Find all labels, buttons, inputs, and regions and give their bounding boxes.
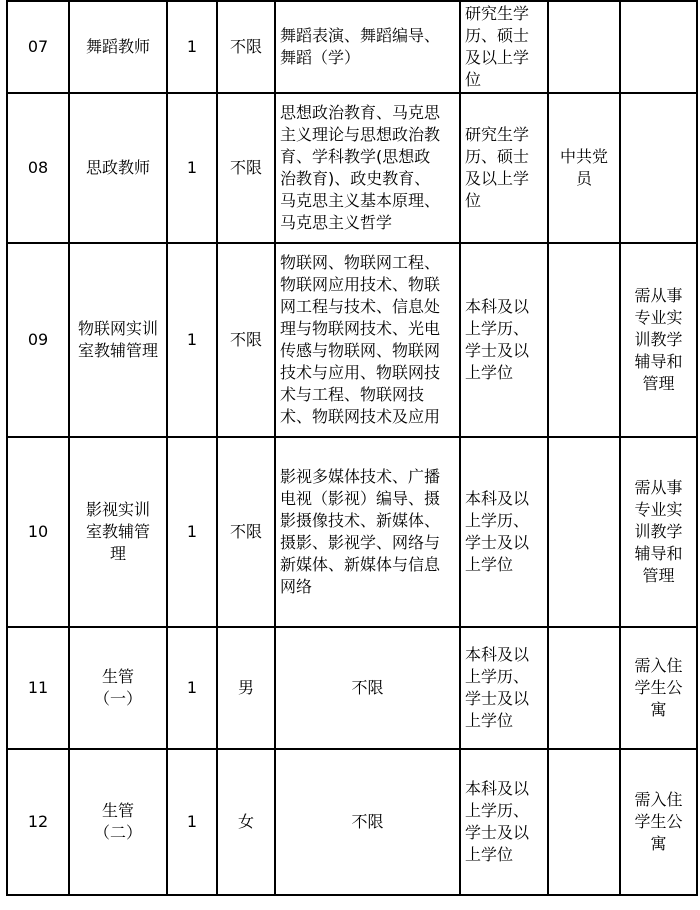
count-cell xyxy=(167,93,217,243)
position-name-line: 生管 xyxy=(101,801,134,820)
major-line: 术与工程、物联网技 xyxy=(280,385,425,404)
other-cell xyxy=(620,243,697,437)
position-cell xyxy=(69,749,167,895)
education-line: 上学历、 xyxy=(465,511,530,530)
code-cell xyxy=(7,437,69,627)
politics-cell xyxy=(548,627,620,749)
code-cell xyxy=(7,93,69,243)
politics-requirement: 中共党员 xyxy=(559,147,608,188)
position-cell xyxy=(69,437,167,627)
position-name-line: （二） xyxy=(93,823,142,842)
gender: 不限 xyxy=(229,158,262,177)
major-line: 物联网、物联网工程、 xyxy=(280,253,441,272)
other-requirement-line: 训教学 xyxy=(634,330,683,349)
table-row xyxy=(7,749,697,895)
major-cell xyxy=(275,749,460,895)
position-name-line: 理 xyxy=(109,544,126,563)
other-requirement-line: 训教学 xyxy=(634,522,683,541)
major-line: 影摄像技术、新媒体、 xyxy=(280,511,441,530)
other-requirement-line: 寓 xyxy=(650,834,667,853)
code-cell xyxy=(7,1,69,93)
position-code: 08 xyxy=(27,158,49,177)
gender-cell xyxy=(217,243,275,437)
education-line: 上学历、 xyxy=(465,801,530,820)
gender-cell xyxy=(217,1,275,93)
position-code: 11 xyxy=(27,678,49,697)
education-line: 位 xyxy=(465,70,482,89)
code-cell xyxy=(7,243,69,437)
major-line: 不限 xyxy=(351,812,384,831)
other-cell xyxy=(620,437,697,627)
major-line: 不限 xyxy=(351,678,384,697)
headcount: 1 xyxy=(186,158,198,177)
other-requirement-line: 需入住 xyxy=(634,656,683,675)
gender: 不限 xyxy=(229,522,262,541)
gender: 不限 xyxy=(229,37,262,56)
table-row xyxy=(7,243,697,437)
other-requirement-line: 需从事 xyxy=(634,478,683,497)
major-line: 术、物联网技术及应用 xyxy=(280,407,441,426)
headcount: 1 xyxy=(186,812,198,831)
position-name-line: 生管 xyxy=(101,667,134,686)
major-cell xyxy=(275,243,460,437)
major-line: 传感与物联网、物联网 xyxy=(280,341,441,360)
education-line: 上学位 xyxy=(465,845,514,864)
education-line: 学士及以 xyxy=(465,823,530,842)
position-cell xyxy=(69,1,167,93)
position-name-line: （一） xyxy=(93,689,142,708)
education-line: 上学位 xyxy=(465,711,514,730)
position-cell xyxy=(69,93,167,243)
major-line: 新媒体、新媒体与信息 xyxy=(280,555,441,574)
code-cell xyxy=(7,749,69,895)
gender: 男 xyxy=(237,678,254,697)
education-line: 位 xyxy=(465,191,482,210)
education-line: 学士及以 xyxy=(465,533,530,552)
education-line: 学士及以 xyxy=(465,689,530,708)
other-requirement-line: 寓 xyxy=(650,700,667,719)
education-line: 上学历、 xyxy=(465,667,530,686)
education-line: 研究生学 xyxy=(465,125,530,144)
politics-cell xyxy=(548,1,620,93)
gender: 女 xyxy=(237,812,254,831)
position-code: 07 xyxy=(27,37,49,56)
count-cell xyxy=(167,627,217,749)
headcount: 1 xyxy=(186,37,198,56)
education-line: 本科及以 xyxy=(465,645,530,664)
politics-cell xyxy=(548,93,620,243)
code-cell xyxy=(7,627,69,749)
major-line: 电视（影视）编导、摄 xyxy=(280,489,441,508)
headcount: 1 xyxy=(186,522,198,541)
major-line: 马克思主义基本原理、 xyxy=(280,191,441,210)
position-name-line: 室教辅管理 xyxy=(77,341,158,360)
position-name-line: 室教辅管 xyxy=(85,522,150,541)
other-requirement-line: 专业实 xyxy=(634,308,683,327)
table-row xyxy=(7,437,697,627)
education-cell xyxy=(460,627,548,749)
position-code: 10 xyxy=(27,522,49,541)
education-line: 研究生学 xyxy=(465,4,530,23)
other-requirement-line: 辅导和 xyxy=(634,352,683,371)
major-line: 治教育)、政史教育、 xyxy=(280,169,431,188)
politics-cell xyxy=(548,749,620,895)
major-line: 舞蹈（学） xyxy=(280,48,361,67)
major-line: 摄影、影视学、网络与 xyxy=(280,533,441,552)
education-line: 学士及以 xyxy=(465,341,530,360)
other-cell xyxy=(620,1,697,93)
position-cell xyxy=(69,243,167,437)
table-row xyxy=(7,627,697,749)
education-cell xyxy=(460,749,548,895)
education-line: 本科及以 xyxy=(465,297,530,316)
education-line: 本科及以 xyxy=(465,489,530,508)
major-line: 马克思主义哲学 xyxy=(280,213,393,232)
education-line: 及以上学 xyxy=(465,48,530,67)
major-line: 影视多媒体技术、广播 xyxy=(280,467,441,486)
other-requirement-line: 管理 xyxy=(642,374,675,393)
major-cell xyxy=(275,627,460,749)
education-line: 历、硕士 xyxy=(465,26,530,45)
other-requirement-line: 管理 xyxy=(642,566,675,585)
gender-cell xyxy=(217,437,275,627)
table-row xyxy=(7,93,697,243)
education-line: 上学位 xyxy=(465,555,514,574)
education-line: 历、硕士 xyxy=(465,147,530,166)
education-line: 及以上学 xyxy=(465,169,530,188)
other-requirement-line: 需入住 xyxy=(634,790,683,809)
other-cell xyxy=(620,93,697,243)
other-cell xyxy=(620,749,697,895)
major-cell xyxy=(275,1,460,93)
position-code: 12 xyxy=(27,812,49,831)
count-cell xyxy=(167,749,217,895)
position-code: 09 xyxy=(27,330,49,349)
position-cell xyxy=(69,627,167,749)
count-cell xyxy=(167,1,217,93)
education-cell xyxy=(460,437,548,627)
major-line: 舞蹈表演、舞蹈编导、 xyxy=(280,26,441,45)
education-line: 上学位 xyxy=(465,363,514,382)
headcount: 1 xyxy=(186,330,198,349)
count-cell xyxy=(167,437,217,627)
table-row xyxy=(7,1,697,93)
gender: 不限 xyxy=(229,330,262,349)
other-requirement-line: 学生公 xyxy=(634,812,683,831)
major-cell xyxy=(275,93,460,243)
major-line: 网工程与技术、信息处 xyxy=(280,297,441,316)
major-line: 思想政治教育、马克思 xyxy=(280,103,441,122)
other-requirement-line: 学生公 xyxy=(634,678,683,697)
position-name-line: 物联网实训 xyxy=(77,319,158,338)
major-line: 理与物联网技术、光电 xyxy=(280,319,441,338)
politics-cell xyxy=(548,437,620,627)
education-cell xyxy=(460,1,548,93)
count-cell xyxy=(167,243,217,437)
headcount: 1 xyxy=(186,678,198,697)
major-line: 物联网应用技术、物联 xyxy=(280,275,441,294)
politics-cell xyxy=(548,243,620,437)
major-line: 技术与应用、物联网技 xyxy=(280,363,441,382)
job-table xyxy=(6,0,698,896)
other-requirement-line: 辅导和 xyxy=(634,544,683,563)
education-cell xyxy=(460,243,548,437)
position-name-line: 影视实训 xyxy=(85,500,150,519)
position-name-line: 舞蹈教师 xyxy=(85,37,150,56)
education-line: 本科及以 xyxy=(465,779,530,798)
education-cell xyxy=(460,93,548,243)
job-table-body xyxy=(7,0,697,895)
major-line: 主义理论与思想政治教 xyxy=(280,125,441,144)
education-line: 上学历、 xyxy=(465,319,530,338)
other-requirement-line: 需从事 xyxy=(634,286,683,305)
major-cell xyxy=(275,437,460,627)
gender-cell xyxy=(217,749,275,895)
gender-cell xyxy=(217,627,275,749)
gender-cell xyxy=(217,93,275,243)
major-line: 育、学科教学(思想政 xyxy=(280,147,431,166)
position-name-line: 思政教师 xyxy=(85,158,150,177)
other-cell xyxy=(620,627,697,749)
other-requirement-line: 专业实 xyxy=(634,500,683,519)
major-line: 网络 xyxy=(280,577,313,596)
